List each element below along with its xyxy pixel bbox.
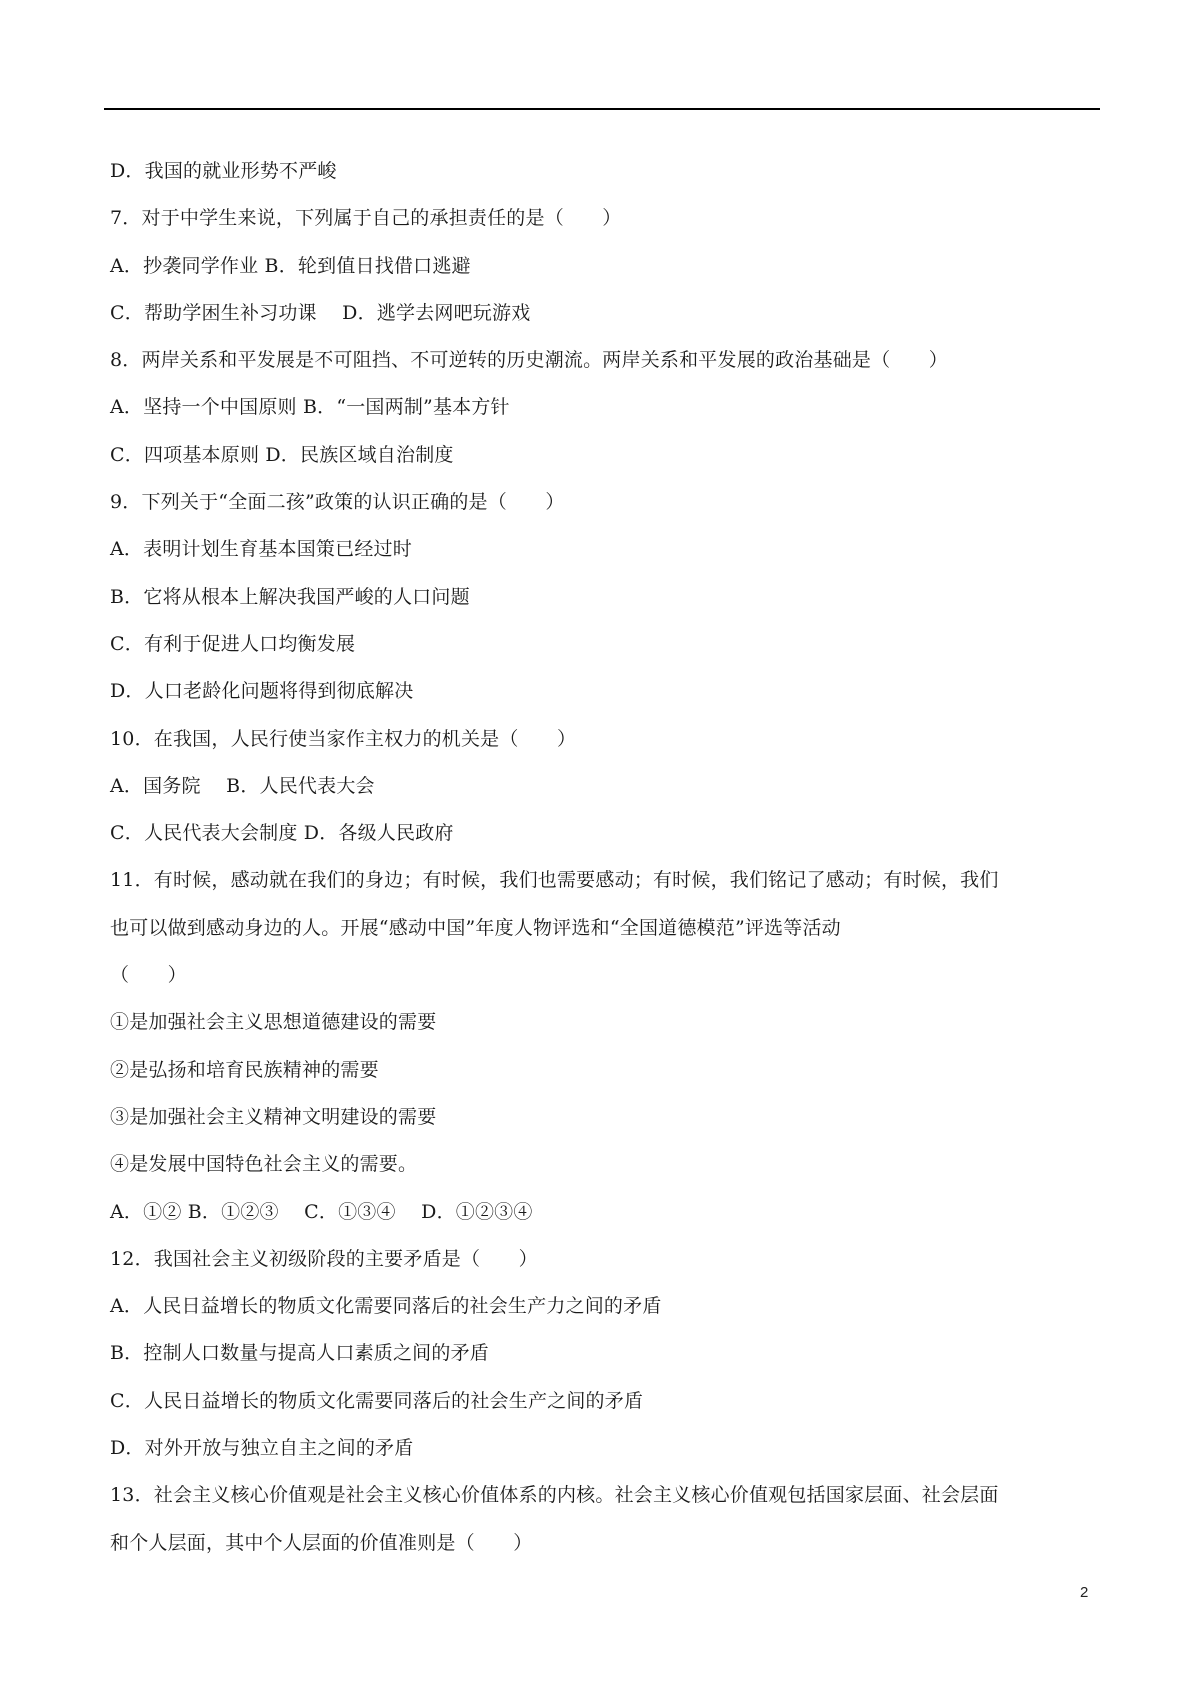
text-line: D．对外开放与独立自主之间的矛盾 [110,1437,414,1460]
question-9: 9．下列关于“全面二孩”政策的认识正确的是（ ） [110,491,565,514]
question-13: 13．社会主义核心价值观是社会主义核心价值体系的内核。社会主义核心价值观包括国家层面、社会层面 [110,1484,999,1507]
text-line: C．四项基本原则 D．民族区域自治制度 [110,443,454,466]
text-line: D．我国的就业形势不严峻 [110,160,337,182]
document-body [110,148,1100,1567]
text-line: D．人口老龄化问题将得到彻底解决 [110,680,414,703]
text-line: A．坚持一个中国原则 B．“一国两制”基本方针 [110,396,510,419]
text-line: A．表明计划生育基本国策已经过时 [110,538,412,561]
question-10: 10．在我国，人民行使当家作主权力的机关是（ ） [110,727,577,750]
question-7: 7．对于中学生来说，下列属于自己的承担责任的是（ ） [110,207,622,230]
text-line: A．人民日益增长的物质文化需要同落后的社会生产力之间的矛盾 [110,1295,662,1318]
text-line: ①是加强社会主义思想道德建设的需要 [110,1011,437,1034]
text-line: B．控制人口数量与提高人口素质之间的矛盾 [110,1342,489,1365]
text-line: C．帮助学困生补习功课 D．逃学去网吧玩游戏 [110,301,531,324]
text-line: 也可以做到感动身边的人。开展“感动中国”年度人物评选和“全国道德模范”评选等活动 [110,916,841,939]
text-line: 和个人层面，其中个人层面的价值准则是（ ） [110,1531,533,1554]
text-line: C．有利于促进人口均衡发展 [110,632,356,655]
text-line: （ ） [110,964,187,987]
text-line: B．它将从根本上解决我国严峻的人口问题 [110,585,470,608]
text-line: A．国务院 B．人民代表大会 [110,774,375,797]
text-line: A．①② B．①②③ C．①③④ D．①②③④ [110,1200,533,1223]
text-line: ④是发展中国特色社会主义的需要。 [110,1153,418,1176]
text-line: ③是加强社会主义精神文明建设的需要 [110,1105,437,1128]
text-line: C．人民代表大会制度 D．各级人民政府 [110,822,454,845]
text-line: A．抄袭同学作业 B．轮到值日找借口逃避 [110,254,471,277]
page-number: 2 [1080,1584,1089,1601]
header-rule [104,108,1100,110]
text-line: ②是弘扬和培育民族精神的需要 [110,1058,379,1081]
question-12: 12．我国社会主义初级阶段的主要矛盾是（ ） [110,1247,538,1270]
text-line: C．人民日益增长的物质文化需要同落后的社会生产之间的矛盾 [110,1389,644,1412]
question-11: 11．有时候，感动就在我们的身边；有时候，我们也需要感动；有时候，我们铭记了感动；有时候，我们 [110,869,999,892]
question-8: 8．两岸关系和平发展是不可阻挡、不可逆转的历史潮流。两岸关系和平发展的政治基础是（ ） [110,349,948,372]
